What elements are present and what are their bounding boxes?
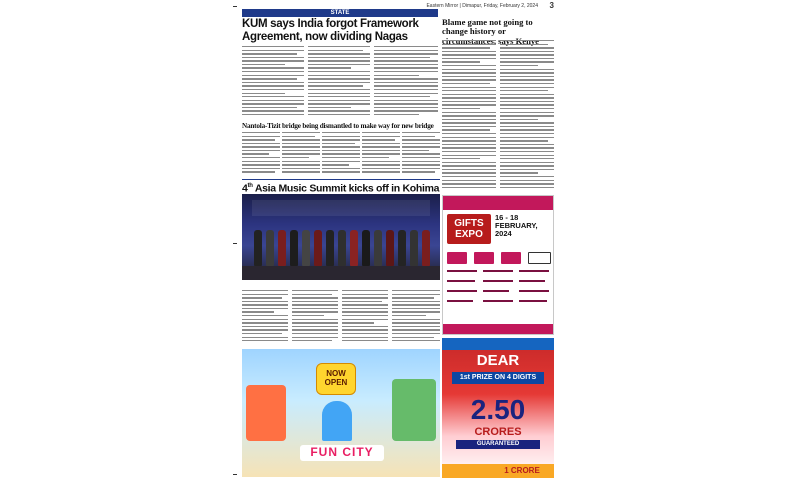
bridge-headline: Nantola-Tizit bridge being dismantled to make way for new bridge: [242, 122, 434, 130]
stat-box: [474, 252, 494, 264]
person-figure: [314, 230, 322, 266]
person-figure: [266, 230, 274, 266]
bridge-article-column-5: [402, 132, 440, 175]
bridge-article-column-4: [362, 132, 400, 175]
side-headline: Blame game not going to change history or: [442, 17, 533, 37]
lead-article-column-2: [308, 46, 370, 118]
bridge-article-column-2: [282, 132, 320, 175]
stage-floor: [242, 266, 440, 280]
masthead-meta: Eastern Mirror | Dimapur, Friday, February 2, 2024: [426, 3, 538, 9]
now-open-badge: NOW OPEN: [316, 363, 356, 395]
slide-graphic: [246, 385, 286, 441]
person-figure: [326, 230, 334, 266]
music-article-column-1: [242, 290, 288, 344]
section-label: STATE: [242, 9, 438, 17]
page-number: 3: [549, 1, 554, 10]
registration-mark: [233, 6, 237, 7]
music-article-column-3: [342, 290, 388, 344]
music-ordinal: 4: [242, 182, 248, 195]
exhibit-category-list: [447, 270, 551, 316]
stat-box: [501, 252, 521, 264]
person-figure: [374, 230, 382, 266]
slide-graphic: [392, 379, 436, 441]
ad-header-band: [443, 196, 554, 210]
dear-logo: DEAR: [476, 352, 520, 369]
stage-banner: [252, 200, 430, 216]
person-figure: [278, 230, 286, 266]
person-figure: [386, 230, 394, 266]
one-crore-label: 1 CRORE: [504, 466, 540, 475]
prize-unit: CRORES: [474, 426, 522, 438]
lead-article-column-3: [374, 46, 438, 118]
expo-stats: [447, 252, 551, 264]
newspaper-page: [238, 0, 554, 480]
section-divider: [242, 179, 440, 180]
person-figure: [302, 230, 310, 266]
music-ordinal-suffix: th: [247, 183, 253, 189]
bridge-article-column-1: [242, 132, 280, 175]
side-article-column-1: [442, 40, 496, 190]
person-figure: [290, 230, 298, 266]
lottery-header-band: [442, 338, 554, 350]
person-figure: [362, 230, 370, 266]
ad-footer-band: [443, 324, 554, 334]
slide-graphic: [322, 401, 352, 441]
fun-city-logo: FUN CITY: [300, 445, 384, 461]
guaranteed-tag: GUARANTEED: [456, 440, 540, 449]
bridge-article-column-3: [322, 132, 360, 175]
registration-mark: [233, 474, 237, 475]
registration-mark: [233, 243, 237, 244]
music-article-column-2: [292, 290, 338, 344]
person-figure: [422, 230, 430, 266]
summit-group-photo: [242, 194, 440, 280]
lead-article-column-1: [242, 46, 304, 118]
lead-headline: KUM says India forgot Framework Agreement, now dividing Nagas: [242, 18, 419, 43]
music-headline: [242, 181, 440, 195]
gifts-expo-advertisement[interactable]: [442, 195, 554, 335]
person-figure: [410, 230, 418, 266]
fun-city-advertisement[interactable]: [242, 349, 440, 477]
prize-amount: 2.50: [470, 394, 526, 425]
expo-dates: 16 - 18 FEBRUARY, 2024: [495, 213, 538, 238]
music-headline-text: Asia Music Summit kicks off in Kohima: [254, 182, 440, 195]
side-article-column-2: [500, 40, 554, 190]
person-figure: [398, 230, 406, 266]
dear-lottery-advertisement[interactable]: [442, 338, 554, 478]
person-figure: [350, 230, 358, 266]
person-figure: [338, 230, 346, 266]
ad-fine-print: [246, 449, 294, 453]
person-figure: [254, 230, 262, 266]
first-prize-label: 1st PRIZE ON 4 DIGITS: [452, 372, 544, 384]
gifts-expo-logo: GIFTS EXPO: [447, 214, 491, 244]
qr-code: [528, 252, 551, 264]
stat-box: [447, 252, 467, 264]
music-article-column-4: [392, 290, 440, 344]
